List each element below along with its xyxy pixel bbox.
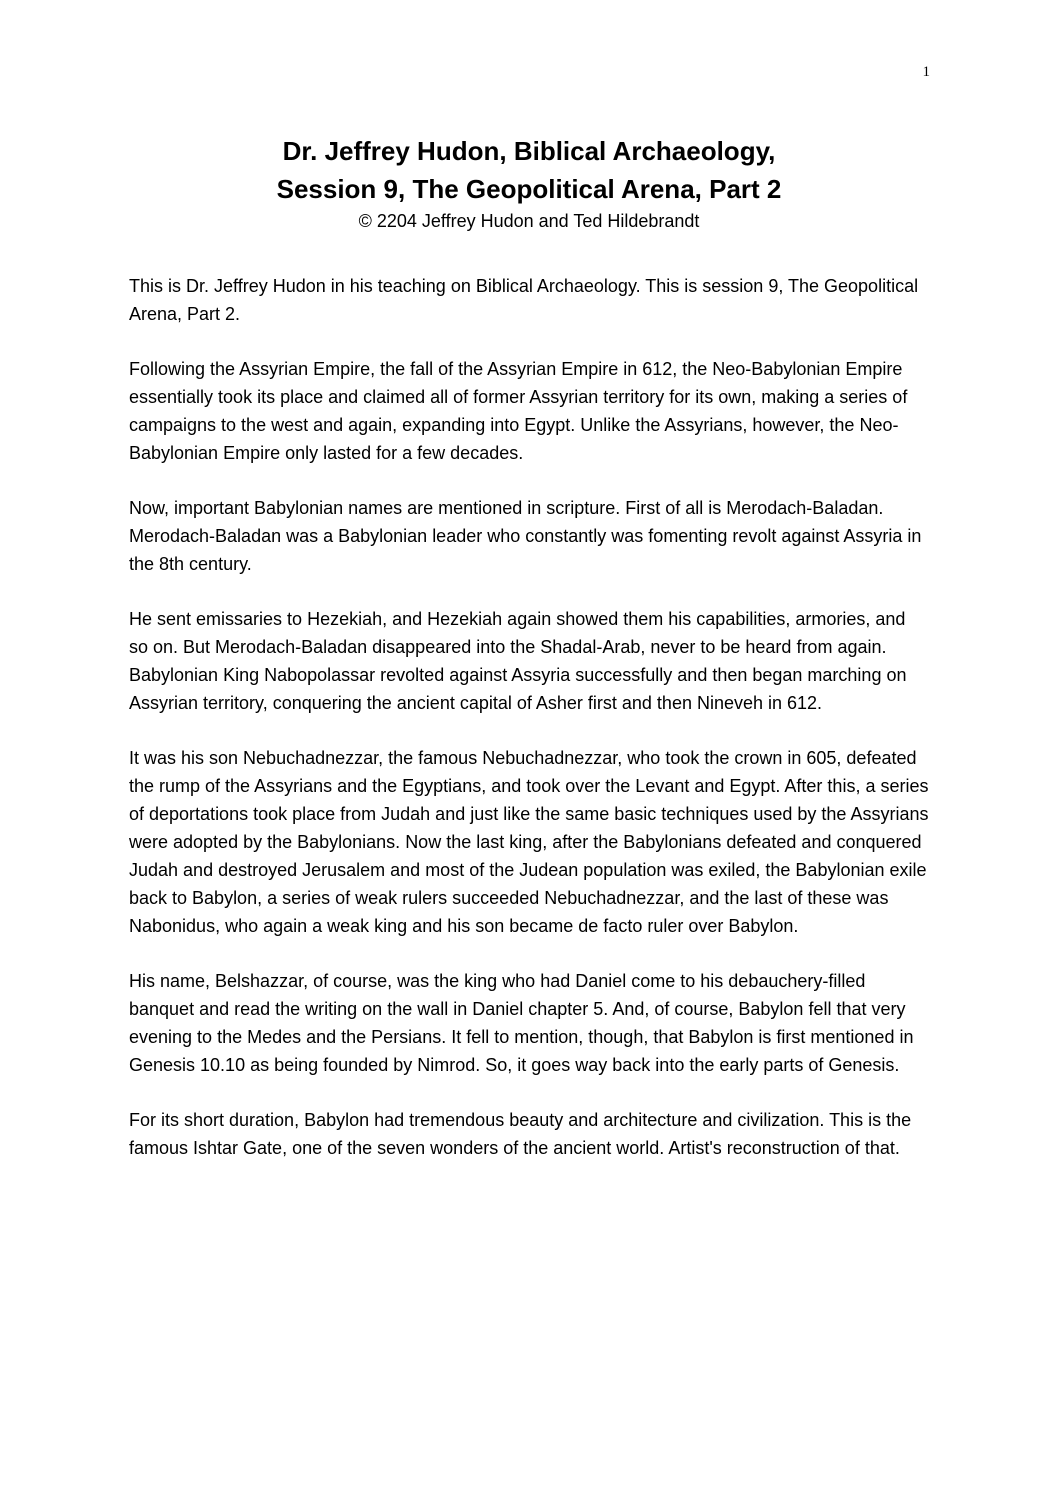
paragraph: His name, Belshazzar, of course, was the king who had Daniel come to his debauchery-filled banquet and read the writing on the wall in Daniel chapter 5. And, of course, Babylon fell that very evening to the Medes and the Persians. It fell to mention, though, that Babylon is first mentioned in Genesis 10.10 as being founded by Nimrod. So, it goes way back into the early parts of Genesis. (129, 971, 914, 1075)
document-title-line-2: Session 9, The Geopolitical Arena, Part 2 (276, 174, 782, 204)
document-title-line-1: Dr. Jeffrey Hudon, Biblical Archaeology, (282, 136, 776, 166)
paragraph: He sent emissaries to Hezekiah, and Hezekiah again showed them his capabilities, armories, and so on. But Merodach-Baladan disappeared into the Shadal-Arab, never to be heard from again. Babylonian King Nabopolassar revolted against Assyria successfully and then began marching on Assyrian territory, conquering the ancient capital of Asher first and then Nineveh in 612. (129, 609, 907, 713)
document-body (129, 272, 929, 1189)
paragraph: Following the Assyrian Empire, the fall of the Assyrian Empire in 612, the Neo-Babylonian Empire essentially took its place and claimed all of former Assyrian territory for its own, making a series of campaigns to the west and again, expanding into Egypt. Unlike the Assyrians, however, the Neo-Babylonian Empire only lasted for a few decades. (129, 359, 908, 463)
paragraph: This is Dr. Jeffrey Hudon in his teaching on Biblical Archaeology. This is session 9, The Geopolitical Arena, Part 2. (129, 276, 919, 324)
copyright-notice: © 2204 Jeffrey Hudon and Ted Hildebrandt (358, 211, 700, 231)
document-header (0, 132, 1058, 234)
paragraph: Now, important Babylonian names are mentioned in scripture. First of all is Merodach-Baladan. Merodach-Baladan was a Babylonian leader who constantly was fomenting revolt against Assyria in the 8th century. (129, 498, 922, 574)
paragraph: It was his son Nebuchadnezzar, the famous Nebuchadnezzar, who took the crown in 605, defeated the rump of the Assyrians and the Egyptians, and took over the Levant and Egypt. After this, a series of deportations took place from Judah and just like the same basic techniques used by the Assyrians were adopted by the Babylonians. Now the last king, after the Babylonians defeated and conquered Judah and destroyed Jerusalem and most of the Judean population was exiled, the Babylonian exile back to Babylon, a series of weak rulers succeeded Nebuchadnezzar, and the last of these was Nabonidus, who again a weak king and his son became de facto ruler over Babylon. (129, 748, 929, 936)
page-number: 1 (922, 64, 930, 80)
paragraph: For its short duration, Babylon had tremendous beauty and architecture and civilization. This is the famous Ishtar Gate, one of the seven wonders of the ancient world. Artist's reconstruction of that. (129, 1110, 912, 1158)
